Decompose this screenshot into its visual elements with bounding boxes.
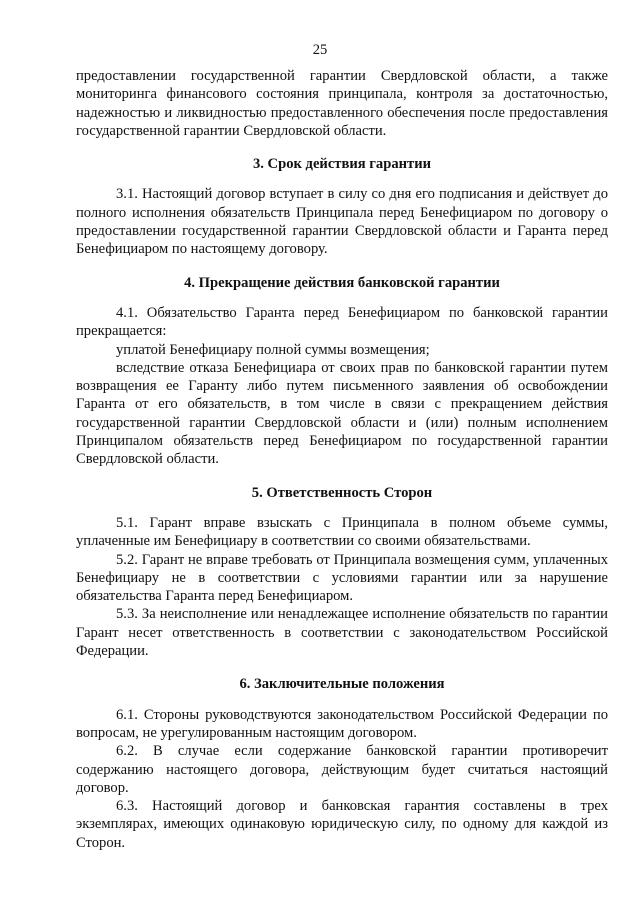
document-body [76, 67, 608, 852]
clause-6-3: 6.3. Настоящий договор и банковская гарантия составлены в трех экземплярах, имеющих одинаковую юридическую силу, по одному для каждой из Сторон. [76, 798, 608, 851]
intro-paragraph: предоставлении государственной гарантии Свердловской области, а также мониторинга финансового состояния принципала, контроля за достаточностью, надежностью и ликвидностью предоставленного обеспечения после предоставления государственной гарантии Свердловской области. [76, 68, 608, 139]
section-6-heading: 6. Заключительные положения [239, 676, 445, 693]
clause-5-3: 5.3. За неисполнение или ненадлежащее исполнение обязательств по гарантии Гарант несет ответственность в соответствии с законодательством Российской Федерации. [76, 606, 608, 660]
clause-4-1: 4.1. Обязательство Гаранта перед Бенефициаром по банковской гарантии прекращается: [76, 304, 608, 340]
section-4-heading: 4. Прекращение действия банковской гарантии [184, 274, 500, 291]
clause-6-2: 6.2. В случае если содержание банковской гарантии противоречит содержанию настоящего договора, действующим будет считаться настоящий договор. [76, 743, 608, 796]
page-number: 25 [312, 42, 328, 58]
clause-4-1-item-2: вследствие отказа Бенефициара от своих прав по банковской гарантии путем возвращения ее Гаранту либо путем письменного заявления об освобождении Гаранта от его обязательств, в том числе в связи с прекращением действия государственной гарантии Свердловской области и (или) полным исполнением Принципалом обязательств перед Бенефициаром по государственной гарантии Свердловской области. [76, 359, 608, 468]
section-5-heading: 5. Ответственность Сторон [251, 484, 433, 501]
clause-5-2: 5.2. Гарант не вправе требовать от Принципала возмещения сумм, уплаченных Бенефициару не в соответствии с условиями гарантии или за нарушение обязательства Гаранта перед Бенефициаром. [76, 551, 608, 605]
clause-6-1: 6.1. Стороны руководствуются законодательством Российской Федерации по вопросам, не урегулированным настоящим договором. [76, 706, 608, 741]
clause-3-1: 3.1. Настоящий договор вступает в силу со дня его подписания и действует до полного исполнения обязательств Принципала перед Бенефициаром по договору о предоставлении государственной гарантии Свердловской области и Гаранта перед Бенефициаром по настоящему договору. [76, 186, 608, 258]
clause-5-1: 5.1. Гарант вправе взыскать с Принципала в полном объеме суммы, уплаченные им Бенефициару в соответствии со своими обязательствами. [76, 514, 608, 550]
clause-4-1-item-1: уплатой Бенефициару полной суммы возмещения; [116, 341, 430, 358]
section-3-heading: 3. Срок действия гарантии [252, 156, 432, 173]
